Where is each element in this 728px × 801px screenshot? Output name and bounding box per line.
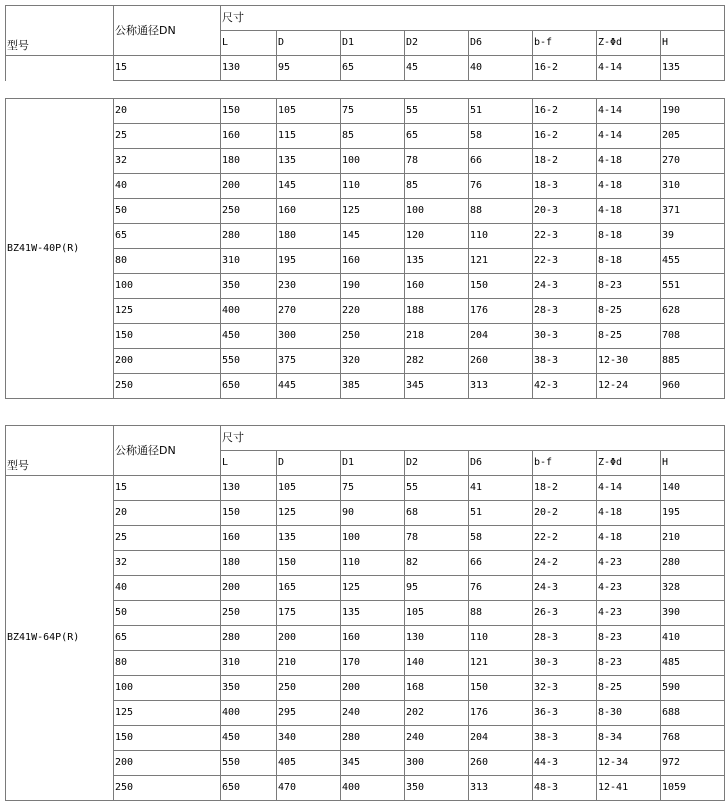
table-cell: 350: [405, 776, 469, 801]
table-cell: 15: [114, 56, 221, 81]
table-cell: 145: [277, 174, 341, 199]
table-cell: 100: [405, 199, 469, 224]
model-name-cell: BZ41W-40P(R): [6, 99, 114, 399]
table-cell: 100: [341, 526, 405, 551]
table-cell: 38-3: [533, 726, 597, 751]
table-cell: 25: [114, 124, 221, 149]
table-cell: 4-14: [597, 99, 661, 124]
table-cell: 44-3: [533, 751, 597, 776]
col-header-h: H: [661, 31, 725, 56]
table-cell: 160: [341, 249, 405, 274]
table-cell: 165: [277, 576, 341, 601]
table-cell: 28-3: [533, 299, 597, 324]
table-cell: 160: [277, 199, 341, 224]
table-cell: 22-3: [533, 224, 597, 249]
col-header-z-phid: Z-Φd: [597, 451, 661, 476]
table-cell: 168: [405, 676, 469, 701]
table-row: [6, 476, 725, 501]
table-cell: 140: [661, 476, 725, 501]
table-row: [6, 99, 725, 124]
table-cell: 313: [469, 776, 533, 801]
table-cell: 260: [469, 349, 533, 374]
table-cell: 960: [661, 374, 725, 399]
table-cell: 410: [661, 626, 725, 651]
col-header-d1: D1: [341, 451, 405, 476]
table-cell: 260: [469, 751, 533, 776]
table-cell: 310: [221, 651, 277, 676]
table-cell: 105: [277, 99, 341, 124]
table-cell: 455: [661, 249, 725, 274]
dn-header: 公称通径DN: [114, 6, 221, 56]
table-cell: 550: [221, 349, 277, 374]
table-cell: 95: [277, 56, 341, 81]
table-cell: 8-25: [597, 676, 661, 701]
table-cell: 176: [469, 701, 533, 726]
table-cell: 445: [277, 374, 341, 399]
table-cell: 551: [661, 274, 725, 299]
table-cell: 150: [221, 99, 277, 124]
table-cell: 140: [405, 651, 469, 676]
table-row: [6, 199, 725, 224]
table-cell: 32: [114, 149, 221, 174]
table-cell: 4-23: [597, 576, 661, 601]
table-cell: 400: [221, 299, 277, 324]
table-cell: 75: [341, 99, 405, 124]
table-cell: 12-24: [597, 374, 661, 399]
table-cell: 125: [114, 299, 221, 324]
table-cell: 170: [341, 651, 405, 676]
table-cell: 210: [277, 651, 341, 676]
table-cell: 32: [114, 551, 221, 576]
table-cell: 22-3: [533, 249, 597, 274]
table-cell: 125: [341, 576, 405, 601]
col-header-d2: D2: [405, 451, 469, 476]
col-header-d1: D1: [341, 31, 405, 56]
table-cell: 390: [661, 601, 725, 626]
table-cell: 708: [661, 324, 725, 349]
table-cell: 200: [221, 576, 277, 601]
table-cell: 80: [114, 249, 221, 274]
table-cell: 188: [405, 299, 469, 324]
table-cell: 310: [221, 249, 277, 274]
table-cell: 66: [469, 149, 533, 174]
table-cell: 250: [277, 676, 341, 701]
table-cell: 40: [114, 576, 221, 601]
table-cell: 4-14: [597, 56, 661, 81]
table-cell: 45: [405, 56, 469, 81]
table-cell: 200: [114, 349, 221, 374]
spec-table-header-section: [5, 5, 725, 81]
table-cell: 24-3: [533, 274, 597, 299]
table-cell: 58: [469, 526, 533, 551]
size-header: 尺寸: [221, 6, 725, 31]
table-cell: 180: [277, 224, 341, 249]
table-cell: 280: [221, 224, 277, 249]
table-cell: 24-2: [533, 551, 597, 576]
table-cell: 125: [114, 701, 221, 726]
table-cell: 195: [277, 249, 341, 274]
table-cell: 82: [405, 551, 469, 576]
table-cell: 4-23: [597, 601, 661, 626]
table-cell: 110: [341, 174, 405, 199]
table-row: [6, 124, 725, 149]
table-cell: 371: [661, 199, 725, 224]
table-cell: 200: [221, 174, 277, 199]
model-cell-empty: [6, 56, 114, 81]
table-cell: 65: [114, 224, 221, 249]
table-cell: 100: [114, 676, 221, 701]
table-cell: 76: [469, 174, 533, 199]
table-cell: 175: [277, 601, 341, 626]
table-cell: 40: [469, 56, 533, 81]
col-header-d6: D6: [469, 451, 533, 476]
table-cell: 8-23: [597, 274, 661, 299]
table-cell: 18-2: [533, 476, 597, 501]
table-cell: 88: [469, 199, 533, 224]
table-cell: 310: [661, 174, 725, 199]
table-cell: 300: [405, 751, 469, 776]
table-cell: 328: [661, 576, 725, 601]
table-cell: 350: [221, 274, 277, 299]
table-cell: 320: [341, 349, 405, 374]
table-cell: 160: [341, 626, 405, 651]
table-cell: 195: [661, 501, 725, 526]
table-cell: 50: [114, 199, 221, 224]
table-row: [6, 726, 725, 751]
table-cell: 350: [221, 676, 277, 701]
table-cell: 550: [221, 751, 277, 776]
table-cell: 75: [341, 476, 405, 501]
table-cell: 20-2: [533, 501, 597, 526]
table-cell: 150: [469, 274, 533, 299]
col-header-d2: D2: [405, 31, 469, 56]
table-row: [6, 149, 725, 174]
table-cell: 280: [341, 726, 405, 751]
table-cell: 250: [114, 374, 221, 399]
table-cell: 50: [114, 601, 221, 626]
table-cell: 90: [341, 501, 405, 526]
table-cell: 30-3: [533, 324, 597, 349]
table-cell: 150: [114, 324, 221, 349]
table-row: [6, 274, 725, 299]
table-cell: 4-18: [597, 501, 661, 526]
table-cell: 280: [661, 551, 725, 576]
table-cell: 22-2: [533, 526, 597, 551]
table-cell: 295: [277, 701, 341, 726]
table-cell: 650: [221, 776, 277, 801]
table-cell: 8-18: [597, 224, 661, 249]
table-cell: 400: [221, 701, 277, 726]
table-cell: 15: [114, 476, 221, 501]
table-row: [6, 601, 725, 626]
size-header: 尺寸: [221, 426, 725, 451]
table-cell: 250: [221, 601, 277, 626]
table-cell: 400: [341, 776, 405, 801]
table-cell: 280: [221, 626, 277, 651]
table-cell: 110: [341, 551, 405, 576]
table-row: [6, 56, 725, 81]
col-header-d6: D6: [469, 31, 533, 56]
table-cell: 4-18: [597, 149, 661, 174]
table-cell: 8-23: [597, 651, 661, 676]
table-cell: 135: [341, 601, 405, 626]
table-cell: 4-18: [597, 174, 661, 199]
table-cell: 230: [277, 274, 341, 299]
table-cell: 200: [114, 751, 221, 776]
table-cell: 8-23: [597, 626, 661, 651]
table-cell: 345: [341, 751, 405, 776]
table-cell: 885: [661, 349, 725, 374]
table-cell: 28-3: [533, 626, 597, 651]
col-header-d: D: [277, 451, 341, 476]
table-cell: 30-3: [533, 651, 597, 676]
col-header-l: L: [221, 451, 277, 476]
table-cell: 4-18: [597, 199, 661, 224]
table-cell: 240: [405, 726, 469, 751]
table-cell: 470: [277, 776, 341, 801]
table-cell: 18-2: [533, 149, 597, 174]
table-cell: 160: [405, 274, 469, 299]
table-cell: 688: [661, 701, 725, 726]
table-cell: 160: [221, 124, 277, 149]
table-row: [6, 224, 725, 249]
table-cell: 1059: [661, 776, 725, 801]
table-cell: 40: [114, 174, 221, 199]
table-cell: 76: [469, 576, 533, 601]
col-header-z-phid: Z-Φd: [597, 31, 661, 56]
table-cell: 66: [469, 551, 533, 576]
table-cell: 135: [277, 526, 341, 551]
table-cell: 110: [469, 626, 533, 651]
table-cell: 38-3: [533, 349, 597, 374]
table-cell: 190: [341, 274, 405, 299]
table-cell: 345: [405, 374, 469, 399]
table-cell: 25: [114, 526, 221, 551]
table-row: [6, 174, 725, 199]
table-cell: 100: [341, 149, 405, 174]
spec-table-40p: [5, 98, 725, 399]
table-cell: 55: [405, 99, 469, 124]
table-cell: 65: [405, 124, 469, 149]
table-cell: 85: [405, 174, 469, 199]
table-cell: 68: [405, 501, 469, 526]
table-cell: 282: [405, 349, 469, 374]
table-cell: 150: [469, 676, 533, 701]
table-cell: 48-3: [533, 776, 597, 801]
col-header-h: H: [661, 451, 725, 476]
table-cell: 16-2: [533, 56, 597, 81]
table-cell: 180: [221, 149, 277, 174]
table-cell: 88: [469, 601, 533, 626]
table-cell: 20: [114, 99, 221, 124]
table-row: [6, 551, 725, 576]
table-cell: 125: [341, 199, 405, 224]
table-cell: 41: [469, 476, 533, 501]
col-header-b-f: b-f: [533, 31, 597, 56]
table-cell: 110: [469, 224, 533, 249]
table-cell: 4-18: [597, 526, 661, 551]
table-cell: 12-30: [597, 349, 661, 374]
table-cell: 4-14: [597, 476, 661, 501]
table-row: [6, 299, 725, 324]
table-cell: 20-3: [533, 199, 597, 224]
table-cell: 450: [221, 726, 277, 751]
table-cell: 32-3: [533, 676, 597, 701]
table-cell: 8-25: [597, 324, 661, 349]
table-cell: 12-34: [597, 751, 661, 776]
table-cell: 300: [277, 324, 341, 349]
table-cell: 121: [469, 249, 533, 274]
col-header-b-f: b-f: [533, 451, 597, 476]
table-row: [6, 249, 725, 274]
table-cell: 24-3: [533, 576, 597, 601]
table-row: [6, 751, 725, 776]
table-cell: 250: [114, 776, 221, 801]
table-cell: 51: [469, 99, 533, 124]
table-cell: 218: [405, 324, 469, 349]
table-cell: 200: [277, 626, 341, 651]
table-row: [6, 676, 725, 701]
table-cell: 36-3: [533, 701, 597, 726]
table-cell: 8-30: [597, 701, 661, 726]
table-cell: 95: [405, 576, 469, 601]
dn-header: 公称通径DN: [114, 426, 221, 476]
table-cell: 130: [221, 476, 277, 501]
table-cell: 202: [405, 701, 469, 726]
col-header-d: D: [277, 31, 341, 56]
table-cell: 115: [277, 124, 341, 149]
table-cell: 16-2: [533, 124, 597, 149]
table-cell: 4-14: [597, 124, 661, 149]
table-cell: 200: [341, 676, 405, 701]
table-cell: 145: [341, 224, 405, 249]
table-cell: 313: [469, 374, 533, 399]
table-cell: 16-2: [533, 99, 597, 124]
table-cell: 190: [661, 99, 725, 124]
table-cell: 55: [405, 476, 469, 501]
table-row: [6, 651, 725, 676]
table-cell: 485: [661, 651, 725, 676]
table-cell: 125: [277, 501, 341, 526]
table-cell: 250: [221, 199, 277, 224]
spec-table-64p: [5, 425, 725, 801]
table-cell: 450: [221, 324, 277, 349]
table-row: [6, 626, 725, 651]
table-cell: 85: [341, 124, 405, 149]
table-cell: 375: [277, 349, 341, 374]
table-row: [6, 349, 725, 374]
table-cell: 18-3: [533, 174, 597, 199]
model-name-cell: BZ41W-64P(R): [6, 476, 114, 801]
table-cell: 135: [405, 249, 469, 274]
table-cell: 58: [469, 124, 533, 149]
table-cell: 250: [341, 324, 405, 349]
table-cell: 8-18: [597, 249, 661, 274]
table-row: [6, 776, 725, 801]
col-header-l: L: [221, 31, 277, 56]
table-cell: 590: [661, 676, 725, 701]
table-cell: 105: [405, 601, 469, 626]
table-cell: 340: [277, 726, 341, 751]
table-cell: 150: [114, 726, 221, 751]
table-row: [6, 701, 725, 726]
table-cell: 150: [277, 551, 341, 576]
table-cell: 270: [277, 299, 341, 324]
table-cell: 150: [221, 501, 277, 526]
table-cell: 768: [661, 726, 725, 751]
table-cell: 65: [114, 626, 221, 651]
table-cell: 220: [341, 299, 405, 324]
table-cell: 78: [405, 149, 469, 174]
table-cell: 51: [469, 501, 533, 526]
table-cell: 105: [277, 476, 341, 501]
table-cell: 78: [405, 526, 469, 551]
table-cell: 176: [469, 299, 533, 324]
table-cell: 180: [221, 551, 277, 576]
table-row: [6, 324, 725, 349]
table-cell: 80: [114, 651, 221, 676]
table-cell: 650: [221, 374, 277, 399]
model-header: 型号: [6, 426, 114, 476]
table-cell: 210: [661, 526, 725, 551]
table-row: [6, 374, 725, 399]
table-cell: 42-3: [533, 374, 597, 399]
table-cell: 628: [661, 299, 725, 324]
table-cell: 39: [661, 224, 725, 249]
table-cell: 385: [341, 374, 405, 399]
table-row: [6, 576, 725, 601]
table-cell: 8-34: [597, 726, 661, 751]
table-cell: 100: [114, 274, 221, 299]
table-row: [6, 501, 725, 526]
table-cell: 240: [341, 701, 405, 726]
table-cell: 160: [221, 526, 277, 551]
table-cell: 130: [221, 56, 277, 81]
model-header: 型号: [6, 6, 114, 56]
table-cell: 4-23: [597, 551, 661, 576]
table-cell: 972: [661, 751, 725, 776]
table-cell: 121: [469, 651, 533, 676]
table-cell: 12-41: [597, 776, 661, 801]
table-cell: 204: [469, 726, 533, 751]
table-cell: 26-3: [533, 601, 597, 626]
table-row: [6, 526, 725, 551]
table-cell: 20: [114, 501, 221, 526]
table-cell: 405: [277, 751, 341, 776]
table-cell: 205: [661, 124, 725, 149]
table-cell: 65: [341, 56, 405, 81]
table-cell: 135: [277, 149, 341, 174]
table-cell: 130: [405, 626, 469, 651]
table-cell: 120: [405, 224, 469, 249]
table-cell: 204: [469, 324, 533, 349]
table-cell: 270: [661, 149, 725, 174]
table-cell: 8-25: [597, 299, 661, 324]
table-cell: 135: [661, 56, 725, 81]
